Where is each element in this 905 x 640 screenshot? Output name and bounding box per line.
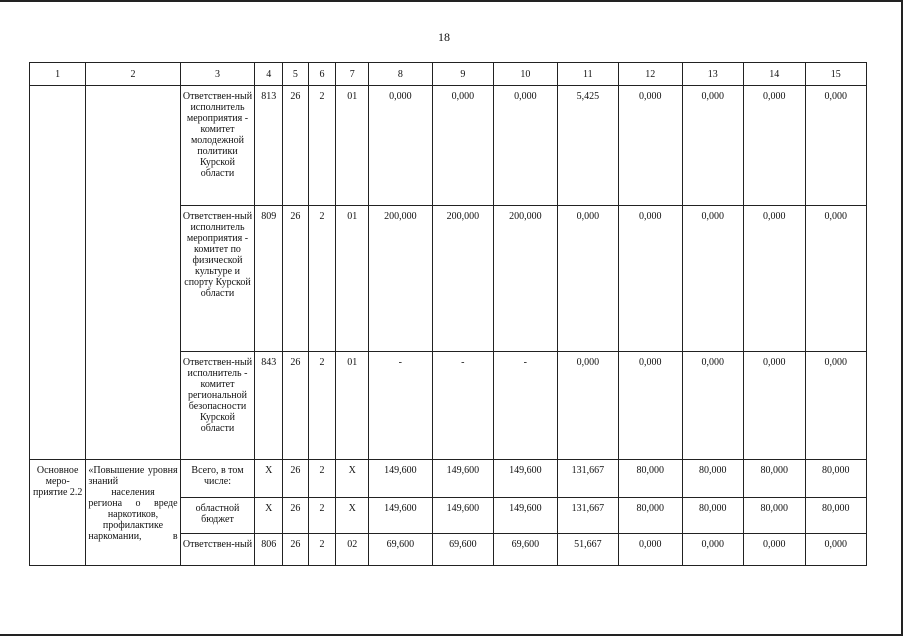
measure-description-line: наркотиков, xyxy=(107,509,159,520)
table-cell: 200,000 xyxy=(494,206,558,352)
table-cell: 80,000 xyxy=(744,498,805,534)
table-cell: 149,600 xyxy=(369,498,433,534)
table-cell: 149,600 xyxy=(494,498,558,534)
header-row xyxy=(30,63,867,86)
table-cell: 0,000 xyxy=(557,352,618,460)
table-cell: 26 xyxy=(283,460,309,498)
table-cell: 01 xyxy=(336,86,369,206)
table-cell: 2 xyxy=(308,498,336,534)
table-cell: 01 xyxy=(336,352,369,460)
table-cell: - xyxy=(369,352,433,460)
table-cell: 26 xyxy=(283,86,309,206)
header-cell: 12 xyxy=(619,63,683,86)
header-cell: 5 xyxy=(283,63,309,86)
table-cell: 813 xyxy=(255,86,283,206)
table-cell: 149,600 xyxy=(432,460,493,498)
measure-description-line: профилактике xyxy=(102,520,164,531)
funding-source-cell: Ответствен-ный xyxy=(180,534,255,566)
header-cell: 8 xyxy=(369,63,433,86)
table-cell: 01 xyxy=(336,206,369,352)
table-cell: 0,000 xyxy=(682,86,743,206)
table-cell: 0,000 xyxy=(619,534,683,566)
measure-description-line: населения xyxy=(111,487,155,498)
table-cell: 2 xyxy=(308,352,336,460)
funding-source-cell: Всего, в том числе: xyxy=(180,460,255,498)
table-cell: 69,600 xyxy=(494,534,558,566)
table-cell: 0,000 xyxy=(744,86,805,206)
measure-name-cell: Основное меро-приятие 2.2 xyxy=(30,460,86,566)
header-cell: 4 xyxy=(255,63,283,86)
measure-description-line: региона о вреде xyxy=(88,498,178,509)
header-cell: 2 xyxy=(86,63,180,86)
table-cell: 0,000 xyxy=(369,86,433,206)
table-cell: 51,667 xyxy=(557,534,618,566)
table-cell: 69,600 xyxy=(432,534,493,566)
table-cell: - xyxy=(432,352,493,460)
table-cell: 131,667 xyxy=(557,460,618,498)
empty-cell xyxy=(30,86,86,460)
funding-source-cell: областной бюджет xyxy=(180,498,255,534)
measure-description-cell xyxy=(86,460,180,566)
responsible-cell: Ответствен-ный исполнитель мероприятия - комитет по физической культуре и спорту Курской области xyxy=(180,206,255,352)
table-cell: 80,000 xyxy=(805,498,867,534)
table-cell: 0,000 xyxy=(744,206,805,352)
table-cell: 200,000 xyxy=(369,206,433,352)
table-cell: 2 xyxy=(308,206,336,352)
header-cell: 11 xyxy=(557,63,618,86)
table-cell: 0,000 xyxy=(619,352,683,460)
table-cell: 0,000 xyxy=(805,352,867,460)
page-number: 18 xyxy=(438,30,450,44)
table-cell: 0,000 xyxy=(682,534,743,566)
header-cell: 13 xyxy=(682,63,743,86)
table-cell: 0,000 xyxy=(744,534,805,566)
table-cell: 0,000 xyxy=(805,206,867,352)
budget-table xyxy=(29,62,867,566)
table-cell: 0,000 xyxy=(619,86,683,206)
table-row xyxy=(30,460,867,498)
header-cell: 9 xyxy=(432,63,493,86)
table-cell: 80,000 xyxy=(619,460,683,498)
table-cell: 2 xyxy=(308,86,336,206)
table-cell: 0,000 xyxy=(619,206,683,352)
table-cell: 80,000 xyxy=(805,460,867,498)
table-cell: 809 xyxy=(255,206,283,352)
table-cell: 131,667 xyxy=(557,498,618,534)
header-cell: 14 xyxy=(744,63,805,86)
header-cell: 7 xyxy=(336,63,369,86)
table-cell: 2 xyxy=(308,534,336,566)
table-cell: 0,000 xyxy=(805,86,867,206)
table-cell: 0,000 xyxy=(682,206,743,352)
table-cell: Х xyxy=(336,460,369,498)
table-cell: 0,000 xyxy=(494,86,558,206)
table-cell: 26 xyxy=(283,534,309,566)
table-cell: 2 xyxy=(308,460,336,498)
table-cell: 806 xyxy=(255,534,283,566)
header-cell: 6 xyxy=(308,63,336,86)
table-cell: Х xyxy=(336,498,369,534)
measure-description-line: наркомании, в xyxy=(88,531,178,542)
table-cell: 843 xyxy=(255,352,283,460)
table-cell: - xyxy=(494,352,558,460)
table-cell: 149,600 xyxy=(432,498,493,534)
table-cell: 26 xyxy=(283,206,309,352)
table-row xyxy=(30,86,867,206)
table-cell: Х xyxy=(255,460,283,498)
table-cell: 5,425 xyxy=(557,86,618,206)
table-cell: 26 xyxy=(283,352,309,460)
header-cell: 3 xyxy=(180,63,255,86)
table-cell: 0,000 xyxy=(744,352,805,460)
table-cell: 0,000 xyxy=(432,86,493,206)
table-cell: 0,000 xyxy=(557,206,618,352)
table-cell: 69,600 xyxy=(369,534,433,566)
empty-cell xyxy=(86,86,180,460)
table-cell: 0,000 xyxy=(805,534,867,566)
table-cell: 200,000 xyxy=(432,206,493,352)
table-cell: 26 xyxy=(283,498,309,534)
table-cell: 80,000 xyxy=(619,498,683,534)
responsible-cell: Ответствен-ный исполнитель мероприятия - комитет молодежной политики Курской области xyxy=(180,86,255,206)
header-cell: 1 xyxy=(30,63,86,86)
header-cell: 10 xyxy=(494,63,558,86)
table-cell: 80,000 xyxy=(682,460,743,498)
responsible-cell: Ответствен-ный исполнитель - комитет региональной безопасности Курской области xyxy=(180,352,255,460)
table-cell: 0,000 xyxy=(682,352,743,460)
table-cell: 149,600 xyxy=(494,460,558,498)
table-cell: 02 xyxy=(336,534,369,566)
table-cell: 80,000 xyxy=(744,460,805,498)
table-cell: 149,600 xyxy=(369,460,433,498)
table-cell: 80,000 xyxy=(682,498,743,534)
measure-description-line: «Повышение уровня знаний xyxy=(88,465,178,487)
table-cell: Х xyxy=(255,498,283,534)
header-cell: 15 xyxy=(805,63,867,86)
